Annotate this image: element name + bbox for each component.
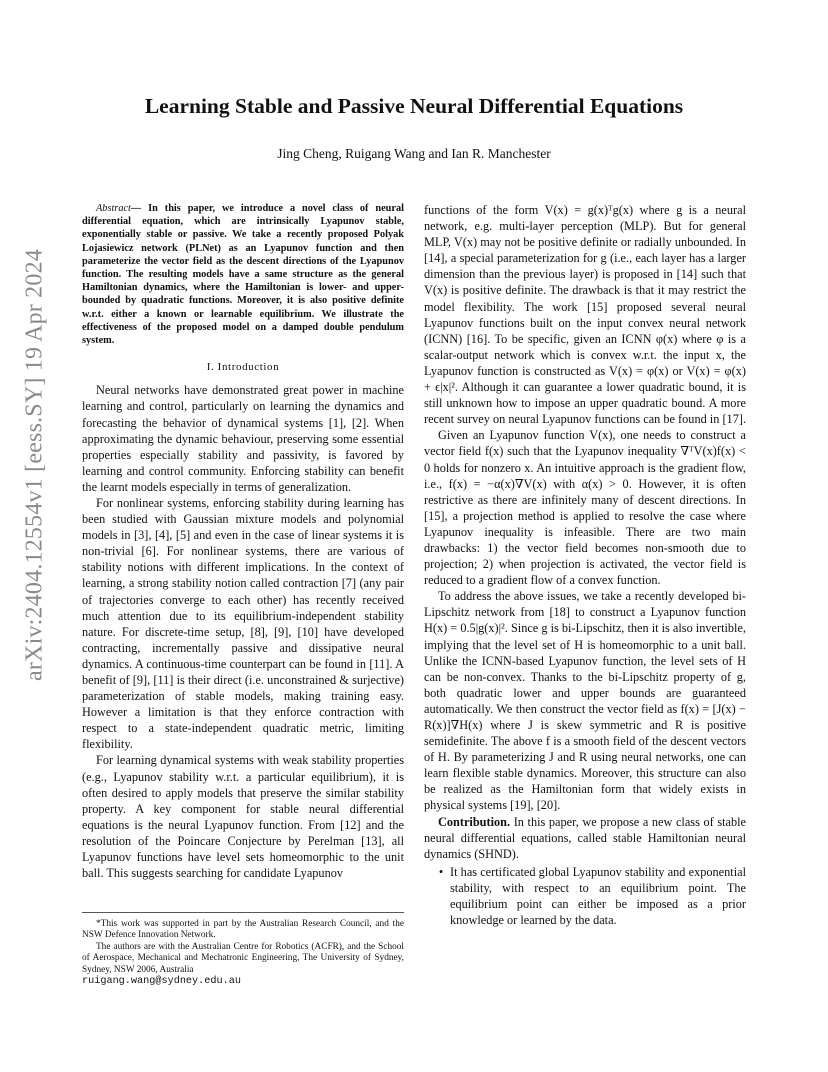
paragraph: Given an Lyapunov function V(x), one needs to construct a vector field f(x) such that the Lyapunov inequality ∇ᵀV(x)f(x) < 0 holds for nonzero x. An intuitive approach is the gradient flow, i.e., f(x) = −α(x)∇V(x) with α(x) > 0. However, it is often restrictive as there are infinitely many of descent directions. In [15], a projection method is applied to resolve the case where Lyapunov inequality is infeasible. There are two main drawbacks: 1) the vector field becomes non-smooth due to projection; 2) when projection is activated, the vector field is reduced to a gradient flow of a convex function. — [424, 428, 746, 588]
footnotes — [82, 912, 404, 987]
paragraph: Neural networks have demonstrated great power in machine learning and control, particularly on learning the dynamics and forecasting the behavior of dynamical systems [1], [2]. When approximating the dynamic behaviour, preserving some essential properties especially stability and passivity, is favored by learning and control community. Enforcing stability can benefit the learnt models especially in terms of generalization. — [82, 383, 404, 494]
arxiv-stamp-text: arXiv:2404.12554v1 [eess.SY] 19 Apr 2024 — [21, 249, 48, 681]
author-email[interactable]: ruigang.wang@sydney.edu.au — [82, 976, 241, 988]
paragraph: functions of the form V(x) = g(x)ᵀg(x) where g is a neural network, e.g. multi-layer perception (MLP). But for general MLP, V(x) may not be positive definite or radially unbounded. In [14], a special parameterization for g (i.e., each layer has a larger dimension than the previous layer) is proposed in [14] such that V(x) is positive definite. The drawback is that it may restrict the model flexibility. The work [15] proposed several neural Lyapunov functions built on the input convex neural network (ICNN) [16]. To be specific, given an ICNN φ(x) where φ is a scalar-output network which is convex w.r.t. the input x, the Lyapunov function is constructed as V(x) = φ(x) or V(x) = φ(x) + ϵ|x|². Although it can guarantee a lower quadratic bound, it is still unknown how to impose an upper quadratic bound. A more recent survey on neural Lyapunov functions can be found in [17]. — [424, 203, 747, 427]
abstract — [82, 202, 404, 347]
footnote-funding: *This work was supported in part by the Australian Research Council, and the NSW Defence Innovation Network. — [82, 919, 404, 941]
abstract-text: — In this paper, we introduce a novel class of neural differential equation, which are intrinsically Lyapunov stable, exponentially stable or passive. We take a recently proposed Polyak Lojasiewicz network (PLNet) as an Lyapunov function and then parameterize the vector field as the descent directions of the Lyapunov function. The resulting models have a same structure as the general Hamiltonian dynamics, where the Hamiltonian is lower- and upper-bounded by quadratic functions. Moreover, it is also positive definite w.r.t. either a known or learnable equilibrium. We illustrate the effectiveness of the proposed model on a damped double pendulum system. — [82, 203, 404, 347]
paper-title: Learning Stable and Passive Neural Differential Equations — [144, 94, 684, 118]
contribution-paragraph — [424, 814, 746, 862]
contribution-text: In this paper, we propose a new class of stable neural differential equations, called stable Hamiltonian neural dynamics (SHND). — [424, 814, 746, 861]
left-column — [82, 202, 404, 881]
contribution-bullet — [424, 864, 746, 928]
paragraph: For learning dynamical systems with weak stability properties (e.g., Lyapunov stability w.r.t. a particular equilibrium), it is often desired to apply models that preserve the similar stability property. A key component for stable neural differential equations is the neural Lyapunov function. From [12] and the resolution of the Poincare Conjecture by Perelman [13], all Lyapunov functions have level sets homeomorphic to the unit ball. This suggests searching for candidate Lyapunov — [82, 753, 404, 881]
bullet-text: It has certificated global Lyapunov stability and exponential stability, with respect to an equilibrium point. The equilibrium point can either be imposed as a prior knowledge or learned by the data. — [450, 864, 746, 928]
paragraph: To address the above issues, we take a recently developed bi-Lipschitz network from [18] to construct a Lyapunov function H(x) = 0.5|g(x)|². Since g is bi-Lipschitz, then it is also invertible, implying that the level set of H is homeomorphic to a unit ball. Unlike the ICNN-based Lyapunov function, the level sets of H can be non-convex. Thanks to the bi-Lipschitz property of g, both quadratic lower and upper bounds are guaranteed automatically. We then construct the vector field as f(x) = [J(x) − R(x)]∇H(x) where J is skew symmetric and R is positive semidefinite. The above f is a smooth field of the descent vectors of H. By parameterizing J and R using neural networks, one can learn flexible stable dynamics. Moreover, this structure can also be realized as the Hamiltonian form that widely exists in physical systems [19], [20]. — [424, 589, 746, 813]
contribution-label: Contribution. — [438, 814, 511, 829]
abstract-label: Abstract — [96, 203, 131, 214]
arxiv-identifier-stamp — [14, 249, 56, 681]
footnote-affiliation: The authors are with the Australian Centre for Robotics (ACFR), and the School of Aerospace, Mechanical and Mechatronic Engineering, The University of Sydney, Sydney, NSW 2006, Australia — [82, 941, 404, 975]
paragraph: For nonlinear systems, enforcing stability during learning has been studied with Gaussian mixture models and polynomial models in [3], [4], [5] and even in the case of linear systems it is non-trivial [6]. For nonlinear systems, there are various of stability notions with different implications. In the context of learning, a strong stability notion called contraction [7] (any pair of trajectories converge to each other) has recently received much attention due to its equilibrium-independent stability nature. For discrete-time setup, [8], [9], [10] have developed contracting, incrementally passive and dissipative neural dynamics. A continuous-time counterpart can be found in [11]. A benefit of [9], [11] is their direct (i.e. unconstrained & surjective) parameterization of stable models, making training easy. However a limitation is that they enforce contraction with respect to a state-independent quadratic metric, limiting flexibility. — [82, 495, 404, 752]
section-heading-introduction: I. Introduction — [206, 361, 280, 374]
bullet-dot-icon: • — [438, 864, 444, 879]
right-column — [424, 202, 746, 928]
paper-authors: Jing Cheng, Ruigang Wang and Ian R. Manchester — [277, 146, 551, 161]
